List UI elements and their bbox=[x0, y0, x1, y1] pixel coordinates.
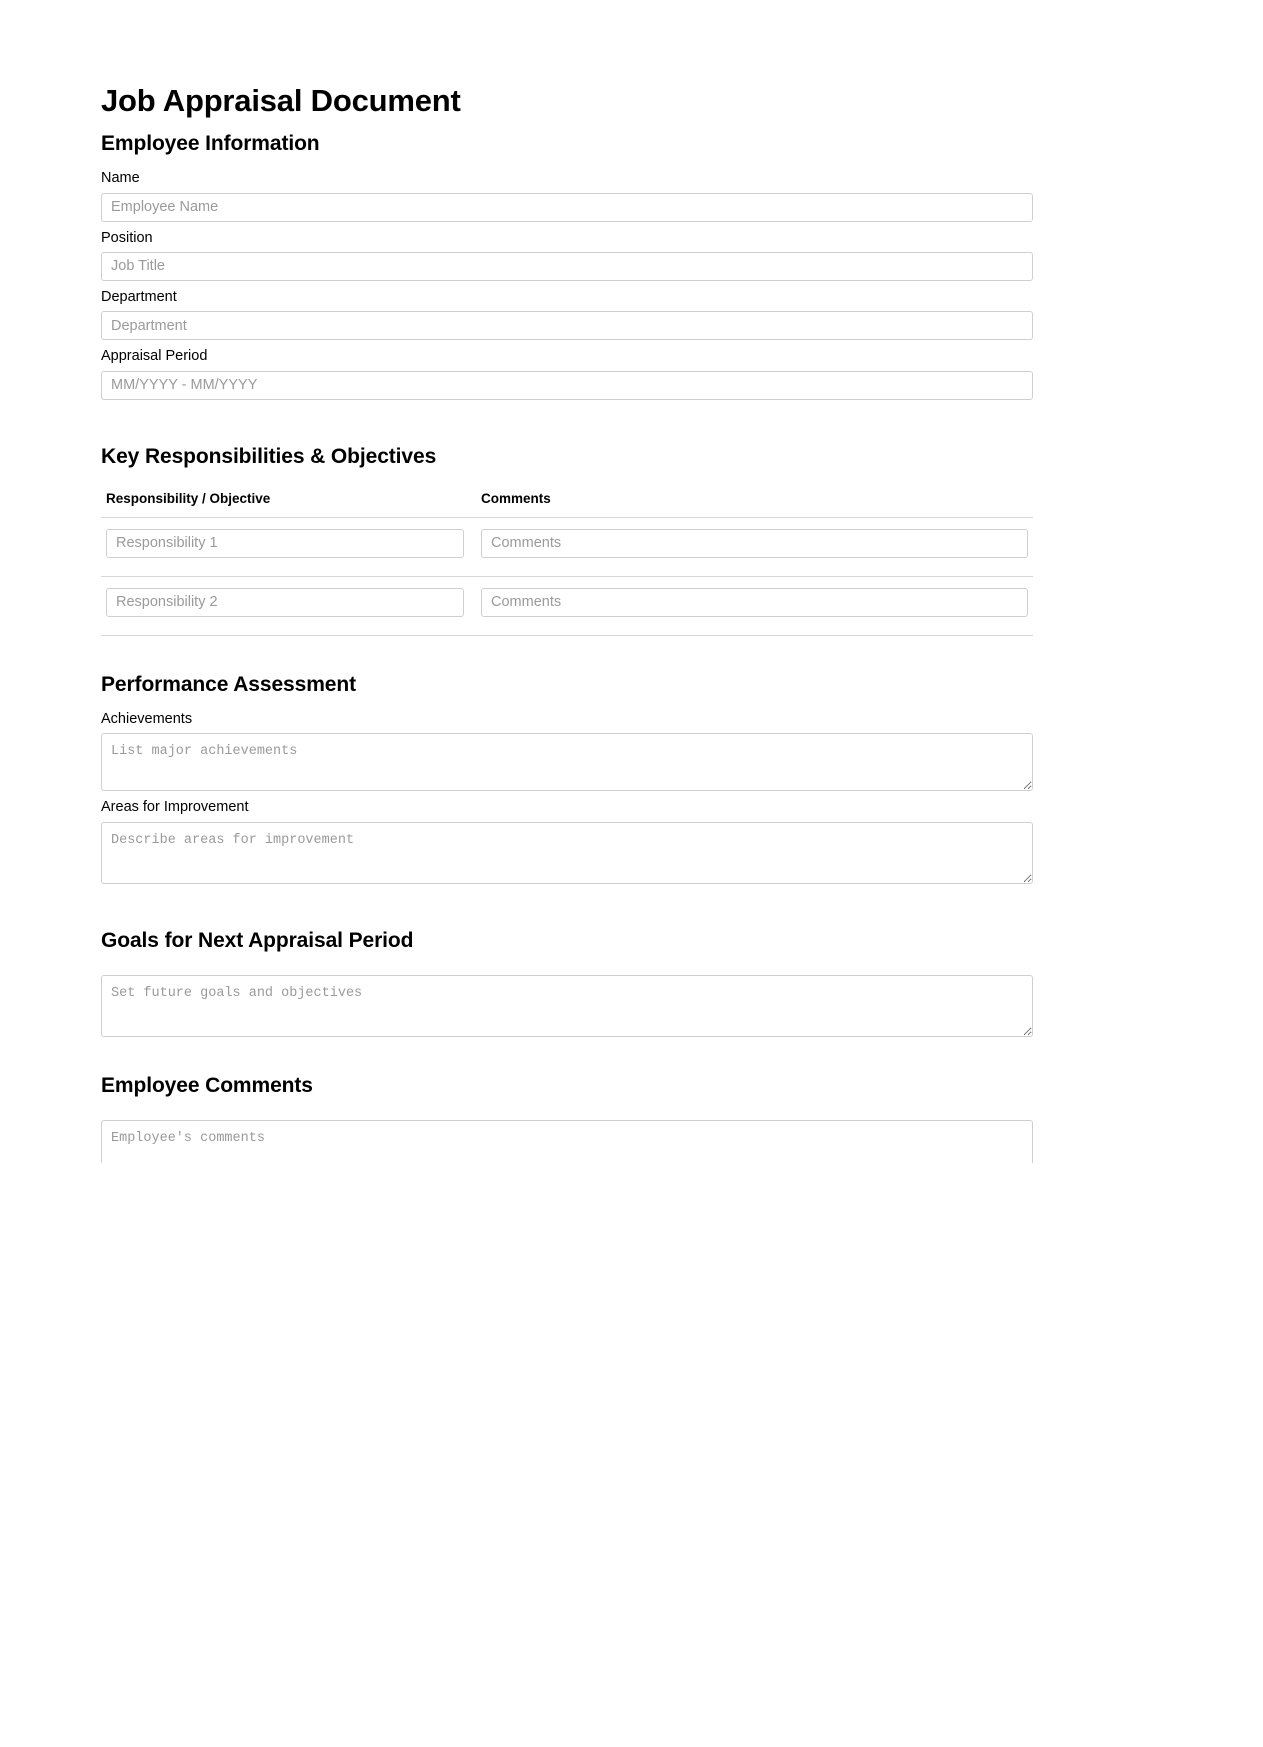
responsibilities-table bbox=[101, 491, 1033, 636]
field-label-areas-for-improvement: Areas for Improvement bbox=[101, 799, 249, 816]
responsibility-1-input[interactable] bbox=[106, 529, 464, 558]
section-heading-goals: Goals for Next Appraisal Period bbox=[101, 928, 414, 952]
name-input[interactable] bbox=[101, 193, 1033, 222]
goals-textarea[interactable] bbox=[101, 975, 1033, 1037]
page-title: Job Appraisal Document bbox=[101, 83, 461, 118]
table-cell-responsibility bbox=[101, 576, 476, 635]
table-cell-comments bbox=[476, 576, 1033, 635]
achievements-textarea[interactable] bbox=[101, 733, 1033, 791]
table-cell-comments bbox=[476, 517, 1033, 576]
employee-comments-textarea[interactable] bbox=[101, 1120, 1033, 1163]
field-name bbox=[101, 170, 1033, 221]
responsibility-2-input[interactable] bbox=[106, 588, 464, 617]
responsibility-1-comments-input[interactable] bbox=[481, 529, 1028, 558]
field-label-department: Department bbox=[101, 288, 177, 305]
areas-for-improvement-textarea[interactable] bbox=[101, 822, 1033, 884]
position-input[interactable] bbox=[101, 252, 1033, 281]
field-areas-for-improvement bbox=[101, 799, 1033, 883]
field-appraisal-period bbox=[101, 348, 1033, 399]
field-label-name: Name bbox=[101, 170, 140, 187]
field-department bbox=[101, 289, 1033, 340]
responsibility-2-comments-input[interactable] bbox=[481, 588, 1028, 617]
field-label-achievements: Achievements bbox=[101, 710, 193, 727]
appraisal-period-input[interactable] bbox=[101, 371, 1033, 400]
field-label-position: Position bbox=[101, 229, 153, 246]
department-input[interactable] bbox=[101, 311, 1033, 340]
table-cell-responsibility bbox=[101, 517, 476, 576]
column-header-responsibility: Responsibility / Objective bbox=[101, 491, 476, 518]
column-header-comments: Comments bbox=[476, 491, 1033, 518]
table-row bbox=[101, 517, 1033, 576]
field-position bbox=[101, 230, 1033, 281]
field-label-appraisal-period: Appraisal Period bbox=[101, 348, 208, 365]
section-heading-performance-assessment: Performance Assessment bbox=[101, 672, 356, 696]
table-row bbox=[101, 576, 1033, 635]
field-achievements bbox=[101, 711, 1033, 791]
document-body bbox=[101, 0, 1033, 1163]
section-heading-employee-information: Employee Information bbox=[101, 132, 320, 155]
section-heading-employee-comments: Employee Comments bbox=[101, 1073, 313, 1097]
table-header-row bbox=[101, 491, 1033, 518]
section-heading-key-responsibilities: Key Responsibilities & Objectives bbox=[101, 444, 437, 468]
